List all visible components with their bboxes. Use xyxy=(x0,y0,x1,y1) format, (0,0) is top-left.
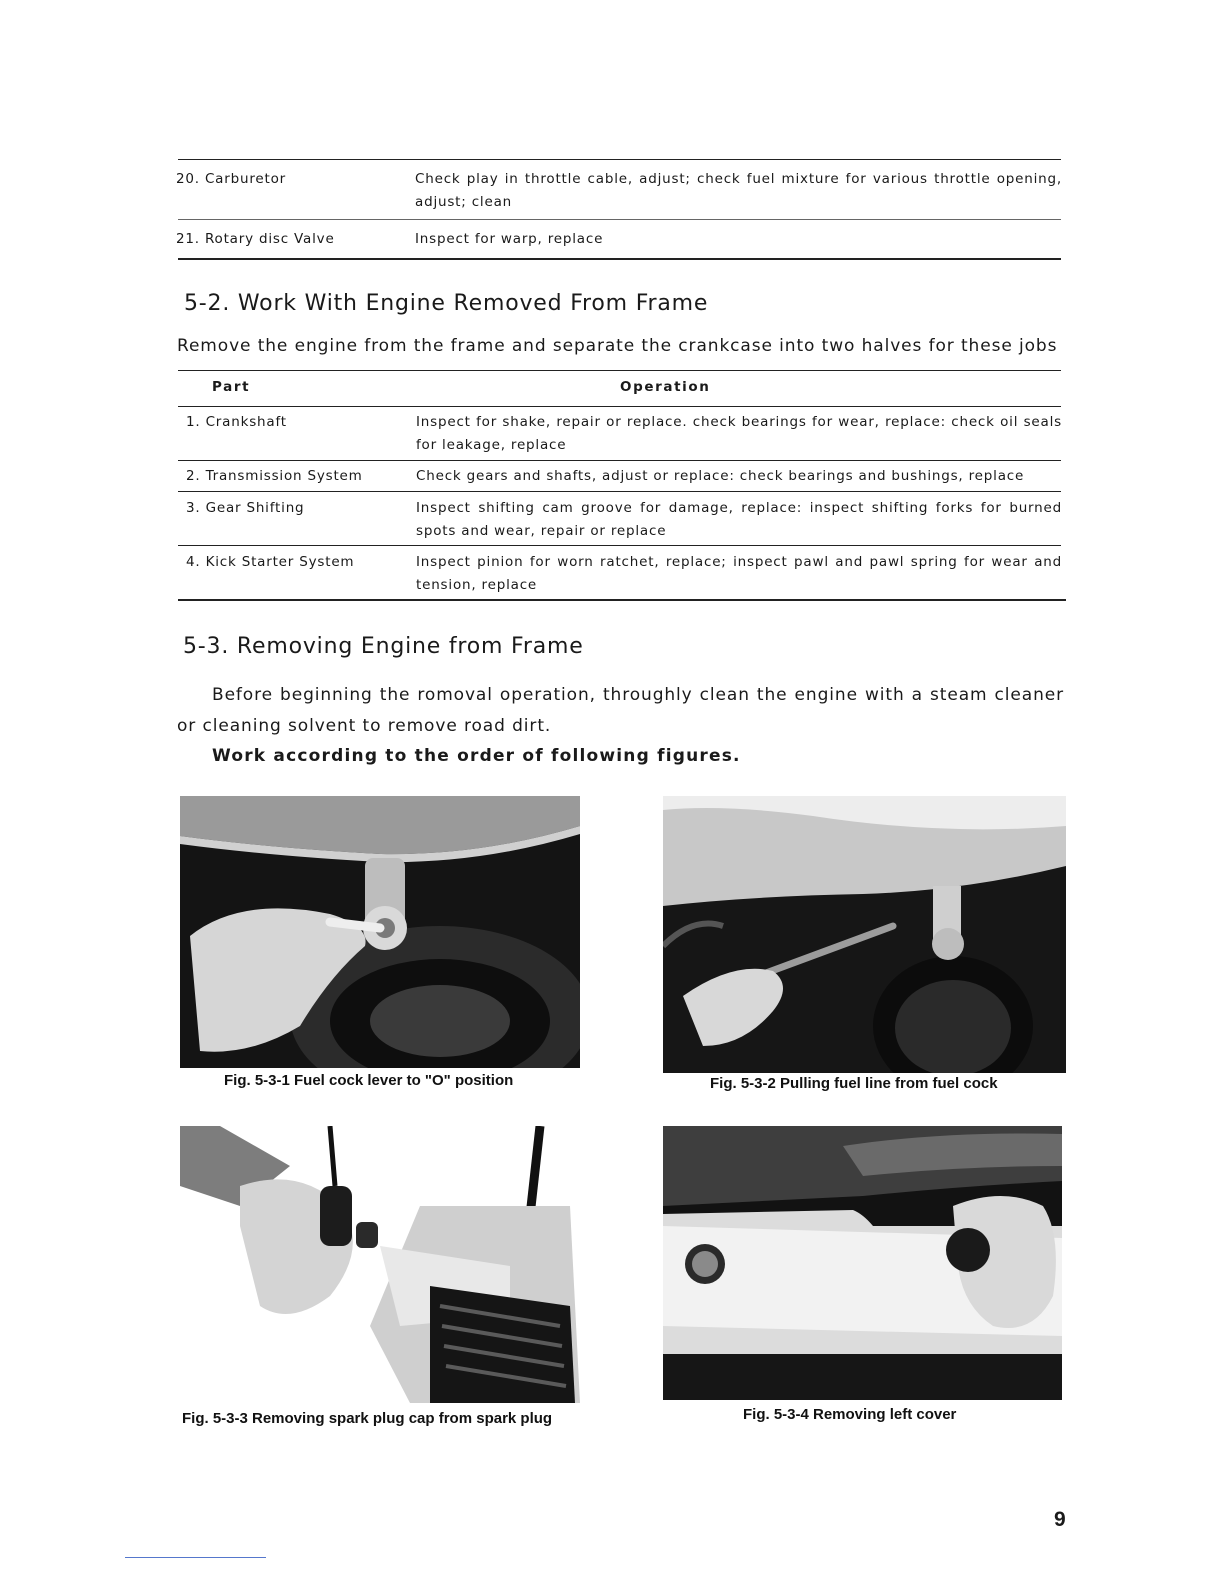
photo-left-cover xyxy=(663,1126,1062,1400)
row-divider xyxy=(178,460,1061,461)
figure-caption: Fig. 5-3-1 Fuel cock lever to "O" position xyxy=(224,1072,514,1089)
operation-cell: Inspect for warp, replace xyxy=(415,231,604,247)
table-bottom-rule xyxy=(178,599,1066,601)
page-number: 9 xyxy=(1054,1508,1066,1531)
part-cell: 3. Gear Shifting xyxy=(186,500,305,516)
section-paragraph: Before beginning the romoval operation, throughly clean the engine with a steam cleaner or cleaning solvent to remove road dirt. xyxy=(177,685,1064,736)
instruction-text: Work according to the order of following figures. xyxy=(212,746,741,766)
footer-rule xyxy=(125,1557,266,1558)
operation-cell: Check play in throttle cable, adjust; check fuel mixture for various throttle opening, adjust; clean xyxy=(415,171,1062,210)
column-header-operation: Operation xyxy=(620,379,711,395)
table-bottom-rule xyxy=(178,258,1061,260)
table-top-rule xyxy=(178,159,1061,160)
figure-caption: Fig. 5-3-4 Removing left cover xyxy=(743,1406,957,1423)
table-top-rule xyxy=(178,370,1061,371)
operation-cell: Inspect shifting cam groove for damage, replace: inspect shifting forks for burned spots and wear, repair or replace xyxy=(416,500,1062,539)
row-divider xyxy=(178,491,1061,492)
figure-caption: Fig. 5-3-2 Pulling fuel line from fuel cock xyxy=(710,1075,998,1092)
operation-cell: Check gears and shafts, adjust or replace: check bearings and bushings, replace xyxy=(416,468,1025,484)
photo-fuel-line xyxy=(663,796,1066,1073)
part-cell: 20. Carburetor xyxy=(176,171,286,187)
operation-cell: Inspect pinion for worn ratchet, replace; inspect pawl and pawl spring for wear and tension, replace xyxy=(416,554,1062,593)
part-cell: 21. Rotary disc Valve xyxy=(176,231,335,247)
row-divider xyxy=(178,219,1061,220)
column-header-part: Part xyxy=(212,379,251,395)
part-cell: 4. Kick Starter System xyxy=(186,554,355,570)
photo-spark-plug-cap xyxy=(180,1126,580,1403)
part-cell: 2. Transmission System xyxy=(186,468,363,484)
photo-fuel-cock-lever xyxy=(180,796,580,1068)
section-heading: 5-2. Work With Engine Removed From Frame xyxy=(184,291,709,316)
section-intro: Remove the engine from the frame and separate the crankcase into two halves for these jobs xyxy=(177,336,1058,356)
part-cell: 1. Crankshaft xyxy=(186,414,287,430)
operation-cell: Inspect for shake, repair or replace. check bearings for wear, replace: check oil seals for leakage, replace xyxy=(416,414,1062,453)
section-heading: 5-3. Removing Engine from Frame xyxy=(183,634,584,659)
header-divider xyxy=(178,406,1061,407)
figure-caption: Fig. 5-3-3 Removing spark plug cap from spark plug xyxy=(182,1410,553,1427)
row-divider xyxy=(178,545,1061,546)
